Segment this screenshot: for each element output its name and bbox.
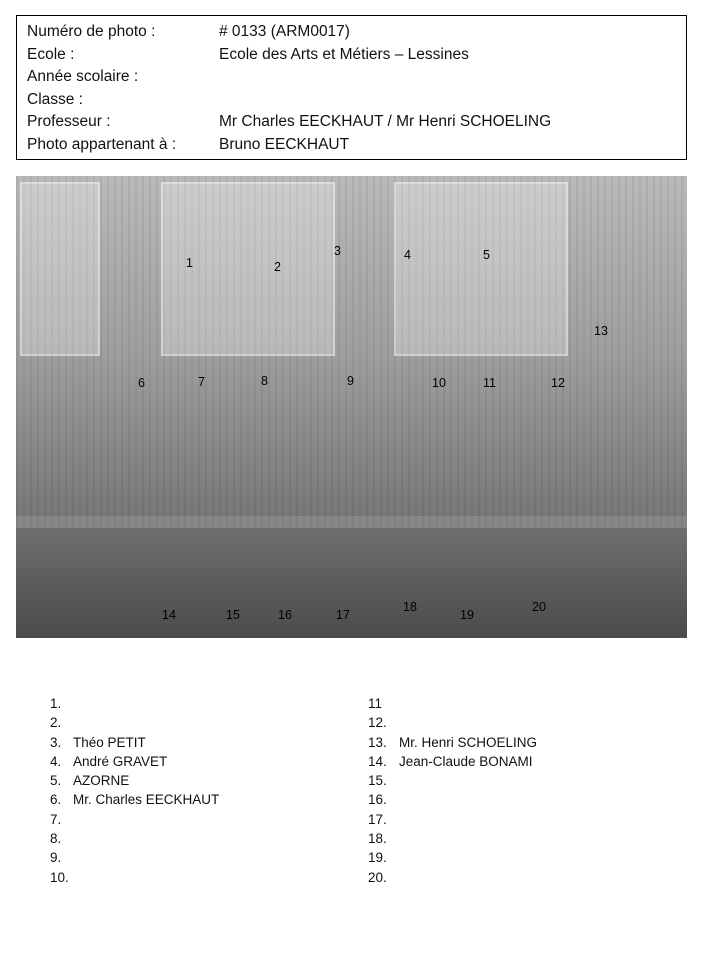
info-row-teacher [27,111,676,134]
item-number: 11 [368,696,383,711]
list-item [368,829,537,848]
info-row-school-year [27,66,676,89]
info-label: Année scolaire : [27,68,139,85]
item-number: 16. [368,792,387,808]
info-value: Mr Charles EECKHAUT / Mr Henri SCHOELING [219,113,552,130]
info-value: Bruno EECKHAUT [219,135,350,153]
person-number-7: 7 [198,375,205,389]
item-number: 17. [368,811,387,827]
info-label: Photo appartenant à : [27,135,177,153]
info-row-class [27,89,676,112]
list-item [50,790,219,809]
list-item [50,829,219,848]
info-label: Ecole : [27,45,75,63]
item-name: André GRAVET [73,753,168,769]
person-number-9: 9 [347,374,354,388]
person-number-12: 12 [551,376,565,390]
list-item [368,790,537,809]
list-item [368,752,537,771]
item-number: 10. [50,869,69,885]
list-item [50,868,219,887]
person-number-6: 6 [138,376,145,390]
person-number-10: 10 [432,376,446,390]
person-number-13: 13 [594,324,608,338]
list-item [50,713,219,732]
window-shape [394,182,568,356]
person-number-19: 19 [460,608,474,622]
person-number-17: 17 [336,608,350,622]
item-number: 2. [50,715,62,731]
item-number: 14. [368,753,387,769]
info-label: Numéro de photo : [27,23,156,40]
item-name: Jean-Claude BONAMI [399,753,533,769]
item-number: 15. [368,773,387,789]
info-row-owner [27,134,676,157]
item-number: 7. [50,811,62,827]
list-item [50,694,219,713]
item-number: 8. [50,831,62,847]
class-photo [16,176,687,638]
person-number-15: 15 [226,608,240,622]
ground [16,528,687,638]
info-row-photo-number [27,21,676,44]
list-item [50,810,219,829]
list-item [368,848,537,867]
person-number-11: 11 [483,376,496,390]
item-name: Théo PETIT [73,734,146,750]
person-number-1: 1 [186,256,193,270]
list-item [50,752,219,771]
item-number: 1. [50,696,62,711]
list-item [368,810,537,829]
item-name: Mr. Charles EECKHAUT [73,792,220,808]
list-item [368,694,537,713]
person-number-2: 2 [274,260,281,274]
info-value: # 0133 (ARM0017) [219,23,350,40]
list-item [368,713,537,732]
item-number: 9. [50,850,62,866]
list-item [50,733,219,752]
item-number: 18. [368,831,387,847]
person-number-3: 3 [334,244,341,258]
list-item [368,733,537,752]
names-list-right [368,694,537,887]
names-list-left [50,694,219,887]
info-value: Ecole des Arts et Métiers – Lessines [219,45,469,63]
item-number: 6. [50,792,62,808]
info-label: Professeur : [27,113,111,130]
person-number-14: 14 [162,608,176,622]
item-number: 3. [50,734,62,750]
info-row-school [27,44,676,67]
photo-info-box [16,15,687,160]
person-number-5: 5 [483,248,490,262]
list-item [368,868,537,887]
item-name: Mr. Henri SCHOELING [399,734,538,750]
person-number-4: 4 [404,248,411,262]
item-number: 20. [368,869,387,885]
person-number-20: 20 [532,600,546,614]
item-number: 5. [50,773,62,789]
list-item [50,771,219,790]
info-label: Classe : [27,90,83,108]
item-number: 13. [368,734,387,750]
item-number: 4. [50,753,62,769]
list-item [368,771,537,790]
item-name: AZORNE [73,773,130,789]
item-number: 19. [368,850,387,866]
person-number-18: 18 [403,600,417,614]
person-number-8: 8 [261,374,268,388]
item-number: 12. [368,715,387,731]
person-number-16: 16 [278,608,292,622]
list-item [50,848,219,867]
window-shape [20,182,100,356]
